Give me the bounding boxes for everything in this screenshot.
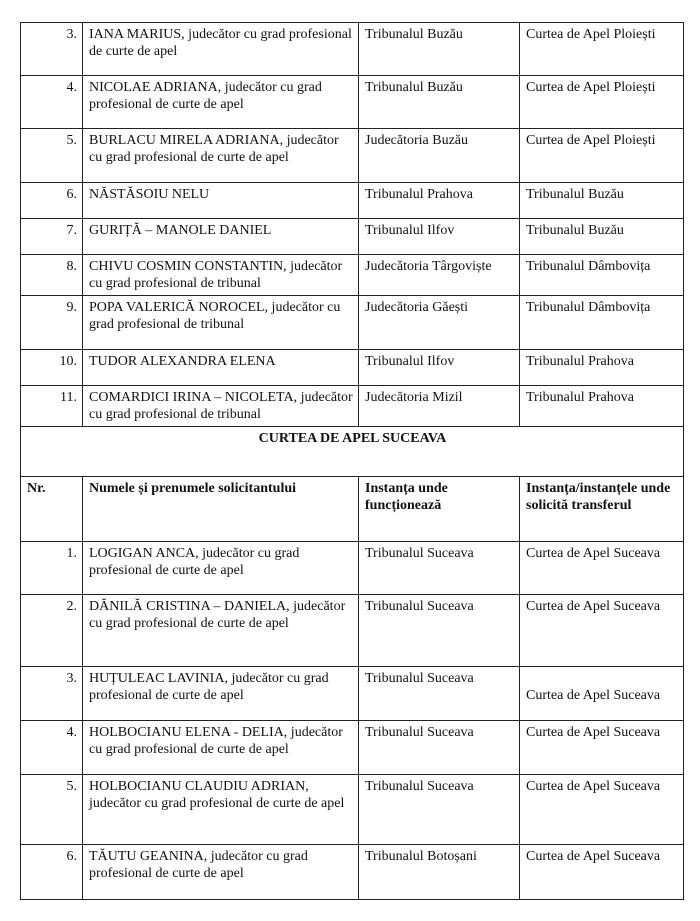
requested-court: Tribunalul Dâmbovița (520, 255, 684, 296)
row-number: 6. (21, 845, 83, 900)
table-row (21, 350, 684, 386)
table-row (21, 296, 684, 350)
table-header-row (21, 477, 684, 542)
requested-court: Tribunalul Buzău (520, 183, 684, 219)
current-court: Tribunalul Ilfov (359, 350, 520, 386)
applicant-name: IANA MARIUS, judecător cu grad profesional de curte de apel (83, 23, 359, 76)
current-court: Tribunalul Buzău (359, 76, 520, 129)
current-court: Tribunalul Ilfov (359, 219, 520, 255)
row-number: 11. (21, 386, 83, 427)
requested-court: Curtea de Apel Ploiești (520, 23, 684, 76)
applicant-name: HUȚULEAC LAVINIA, judecător cu grad profesional de curte de apel (83, 667, 359, 721)
applicant-name: DĂNILĂ CRISTINA – DANIELA, judecător cu grad profesional de curte de apel (83, 595, 359, 667)
section-title: CURTEA DE APEL SUCEAVA (21, 427, 684, 477)
table-row (21, 23, 684, 76)
row-number: 8. (21, 255, 83, 296)
header-transfer: Instanța/instanțele unde solicită transferul (520, 477, 684, 542)
requested-court: Curtea de Apel Ploiești (520, 76, 684, 129)
table-row (21, 542, 684, 595)
requested-court: Tribunalul Buzău (520, 219, 684, 255)
blank-line (526, 670, 678, 687)
header-court: Instanța unde funcționează (359, 477, 520, 542)
current-court: Tribunalul Suceava (359, 775, 520, 845)
row-number: 1. (21, 542, 83, 595)
table-row (21, 721, 684, 775)
requested-court: Tribunalul Prahova (520, 386, 684, 427)
current-court: Tribunalul Botoșani (359, 845, 520, 900)
applicant-name: CHIVU COSMIN CONSTANTIN, judecător cu grad profesional de tribunal (83, 255, 359, 296)
table-row (21, 183, 684, 219)
current-court: Tribunalul Prahova (359, 183, 520, 219)
current-court: Judecătoria Mizil (359, 386, 520, 427)
transfer-requests-table (20, 22, 684, 900)
applicant-name: LOGIGAN ANCA, judecător cu grad profesional de curte de apel (83, 542, 359, 595)
table-row (21, 219, 684, 255)
current-court: Tribunalul Suceava (359, 595, 520, 667)
current-court: Tribunalul Suceava (359, 667, 520, 721)
table-row (21, 775, 684, 845)
applicant-name: COMARDICI IRINA – NICOLETA, judecător cu grad profesional de tribunal (83, 386, 359, 427)
requested-court: Tribunalul Prahova (520, 350, 684, 386)
table-row (21, 386, 684, 427)
requested-court: Curtea de Apel Ploiești (520, 129, 684, 183)
applicant-name: POPA VALERICĂ NOROCEL, judecător cu grad profesional de tribunal (83, 296, 359, 350)
table-row (21, 76, 684, 129)
current-court: Tribunalul Suceava (359, 721, 520, 775)
requested-court: Curtea de Apel Suceava (520, 845, 684, 900)
applicant-name: TĂUTU GEANINA, judecător cu grad profesional de curte de apel (83, 845, 359, 900)
requested-court-text: Curtea de Apel Suceava (526, 688, 661, 703)
header-name: Numele și prenumele solicitantului (83, 477, 359, 542)
requested-court: Curtea de Apel Suceava (520, 595, 684, 667)
applicant-name: TUDOR ALEXANDRA ELENA (83, 350, 359, 386)
applicant-name: BURLACU MIRELA ADRIANA, judecător cu grad profesional de curte de apel (83, 129, 359, 183)
row-number: 9. (21, 296, 83, 350)
row-number: 7. (21, 219, 83, 255)
row-number: 4. (21, 721, 83, 775)
current-court: Judecătoria Târgoviște (359, 255, 520, 296)
current-court: Tribunalul Buzău (359, 23, 520, 76)
current-court: Tribunalul Suceava (359, 542, 520, 595)
applicant-name: NICOLAE ADRIANA, judecător cu grad profesional de curte de apel (83, 76, 359, 129)
applicant-name: GURIȚĂ – MANOLE DANIEL (83, 219, 359, 255)
requested-court (520, 667, 684, 721)
table-row (21, 129, 684, 183)
table-row (21, 845, 684, 900)
header-nr: Nr. (21, 477, 83, 542)
current-court: Judecătoria Buzău (359, 129, 520, 183)
row-number: 5. (21, 129, 83, 183)
row-number: 5. (21, 775, 83, 845)
applicant-name: HOLBOCIANU CLAUDIU ADRIAN, judecător cu grad profesional de curte de apel (83, 775, 359, 845)
row-number: 2. (21, 595, 83, 667)
requested-court: Curtea de Apel Suceava (520, 775, 684, 845)
row-number: 4. (21, 76, 83, 129)
section-row (21, 427, 684, 477)
row-number: 10. (21, 350, 83, 386)
table-row (21, 255, 684, 296)
requested-court: Tribunalul Dâmbovița (520, 296, 684, 350)
requested-court: Curtea de Apel Suceava (520, 721, 684, 775)
row-number: 6. (21, 183, 83, 219)
row-number: 3. (21, 23, 83, 76)
applicant-name: NĂSTĂSOIU NELU (83, 183, 359, 219)
table-row (21, 595, 684, 667)
current-court: Judecătoria Găești (359, 296, 520, 350)
table-row (21, 667, 684, 721)
row-number: 3. (21, 667, 83, 721)
requested-court: Curtea de Apel Suceava (520, 542, 684, 595)
applicant-name: HOLBOCIANU ELENA - DELIA, judecător cu grad profesional de curte de apel (83, 721, 359, 775)
